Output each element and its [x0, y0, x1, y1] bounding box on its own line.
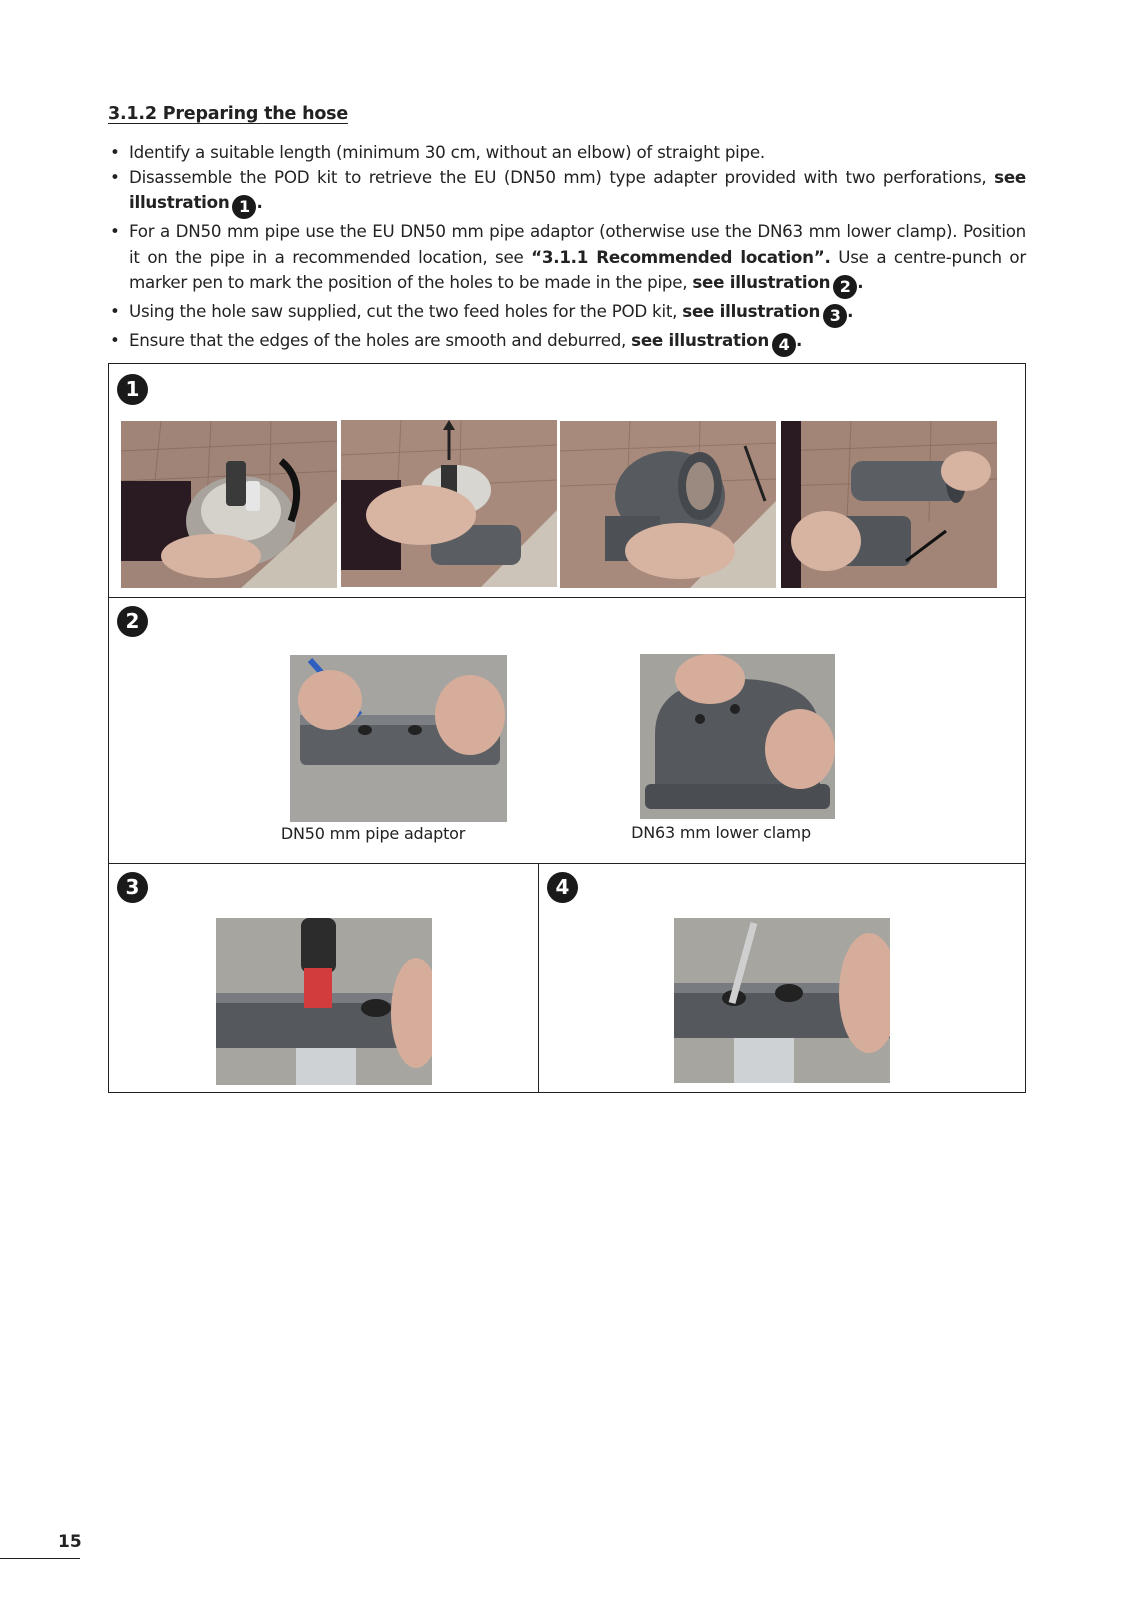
- photo-disassemble-step-2: [341, 420, 557, 587]
- photo-dn63-lower-clamp: [640, 654, 835, 819]
- list-item: • Disassemble the POD kit to retrieve the EU (DN50 mm) type adapter provided with two perforations, see illustration 1 .: [108, 165, 1026, 219]
- caption-dn50-pipe-adaptor: DN50 mm pipe adaptor: [280, 824, 466, 843]
- section-reference: “3.1.1 Recommended location”.: [531, 246, 831, 267]
- list-item: • For a DN50 mm pipe use the EU DN50 mm pipe adaptor (otherwise use the DN63 mm lower clamp). Position it on the pipe in a recommended location, see “3.1.1 Recommended location”. Use a centre-punch or marker pen to mark the position of the holes to be made in the pipe, see illustration 2 .: [108, 219, 1026, 298]
- instruction-list: [108, 140, 1026, 357]
- illustration-2-number: 2: [117, 606, 148, 637]
- photo-dn50-pipe-adaptor: [290, 655, 507, 822]
- list-item: • Ensure that the edges of the holes are smooth and deburred, see illustration 4 .: [108, 328, 1026, 357]
- illustration-3-panel: [108, 863, 539, 1093]
- illustration-reference: see illustration: [129, 167, 1026, 213]
- illustration-4-number: 4: [547, 872, 578, 903]
- list-item: • Using the hole saw supplied, cut the two feed holes for the POD kit, see illustration 3 .: [108, 299, 1026, 328]
- illustration-reference: see illustration: [631, 329, 770, 350]
- illustration-3-number: 3: [117, 872, 148, 903]
- page-number: 15: [58, 1532, 82, 1552]
- list-item: • Identify a suitable length (minimum 30 cm, without an elbow) of straight pipe.: [108, 140, 1026, 165]
- illustration-4-panel: [538, 863, 1026, 1093]
- illustration-1-panel: [108, 363, 1026, 598]
- number-badge: 4: [772, 333, 796, 357]
- number-badge: 1: [232, 195, 256, 219]
- photo-disassemble-step-1: [121, 421, 337, 588]
- caption-dn63-lower-clamp: DN63 mm lower clamp: [631, 823, 811, 842]
- illustration-reference: see illustration: [692, 271, 831, 292]
- photo-disassemble-step-3: [560, 421, 776, 588]
- illustration-reference: see illustration: [682, 300, 821, 321]
- number-badge: 3: [823, 304, 847, 328]
- illustration-2-panel: [108, 597, 1026, 864]
- photo-cutting-holes: [216, 918, 432, 1085]
- photo-disassemble-step-4: [781, 421, 997, 588]
- photo-deburring-holes: [674, 918, 890, 1083]
- illustration-1-number: 1: [117, 374, 148, 405]
- number-badge: 2: [833, 275, 857, 299]
- page-number-rule: [0, 1558, 80, 1559]
- section-heading: 3.1.2 Preparing the hose: [108, 104, 349, 124]
